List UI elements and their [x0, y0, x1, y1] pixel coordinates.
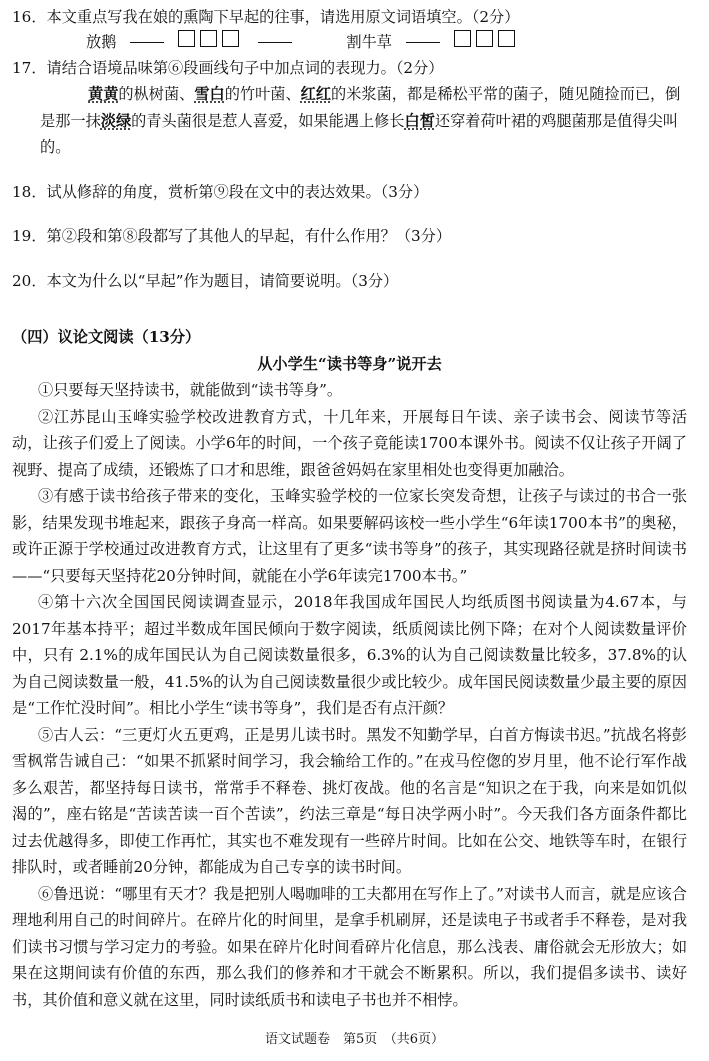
article-body — [12, 377, 687, 1013]
sentence-text: 的枞树菌、 — [118, 85, 195, 103]
paragraph-6: ⑥鲁迅说：“哪里有天才？我是把别人喝咖啡的工夫都用在写作上了。”对读书人而言，就是应该合理地利用自己的时间碎片。在碎片化的时间里，是拿手机刷屏，还是读电子书或者手不释卷，是对我们读书习惯与学习定力的考验。如果在碎片化时间看碎片化信息，那么浅表、庸俗就会无形放大；如果在这期间读有价值的东西，那么我们的修养和才干就会不断累积。所以，我们提倡多读书、读好书，其价值和意义就在这里，同时读纸质书和读电子书也并不相悖。 — [12, 884, 687, 1009]
question-17-sentence — [12, 81, 687, 161]
paragraph-4: ④第十六次全国国民阅读调查显示，2018年我国成年国民人均纸质图书阅读量为4.67本，与2017年基本持平；超过半数成年国民倾向于数字阅读，纸质阅读比例下降；在对个人阅读数量评价中，只有 2.1%的成年国民认为自己阅读数量很多，6.3%的认为自己阅读数量比较多，37.8%的认为自己阅读数量一般，41.5%的认为自己阅读数量很少或比较少。成年国民阅读数量少最主要的原因是“工作忙没时间”。相比小学生“读书等身”，我们是否有点汗颜？ — [12, 593, 687, 717]
paragraph-3: ③有感于读书给孩子带来的变化，玉峰实验学校的一位家长突发奇想，让孩子与读过的书合一张影，结果发现书堆起来，跟孩子身高一样高。如果要解码该校一些小学生“6年读1700本书”的奥秘，或许正源于学校通过改进教育方式，让这里有了更多“读书等身”的孩子，其实现路径就是挤时间读书——“只要每天坚持花20分钟时间，就能在小学6年读完1700本书。” — [12, 487, 687, 585]
fill-term-2: 割牛草 — [346, 33, 392, 52]
sentence-text: 的竹叶菌、 — [224, 85, 301, 103]
page-footer: 语文试题卷 第5页 （共6页） — [264, 1031, 445, 1047]
dotted-word: 黄黄 — [88, 85, 119, 103]
answer-boxes-1[interactable] — [178, 29, 244, 56]
dotted-word: 雪白 — [194, 85, 225, 103]
paragraph-2: ②江苏昆山玉峰实验学校改进教育方式，十几年来，开展每日午读、亲子读书会、阅读节等活动，让孩子们爱上了阅读。小学6年的时间，一个孩子竟能读1700本课外书。阅读不仅让孩子开阔了视野、提高了成绩，还锻炼了口才和思维，跟爸爸妈妈在家里相处也变得更加融洽。 — [12, 407, 687, 479]
question-18: 18．试从修辞的角度，赏析第⑨段在文中的表达效果。（3分） — [12, 182, 429, 201]
section-heading: （四）议论文阅读（13分） — [12, 328, 201, 346]
sentence-text: 还穿着荷叶裙的鸡腿菌那是值得尖叫的。 — [40, 111, 678, 156]
paragraph-1: ①只要每天坚持读书，就能做到“读书等身”。 — [38, 381, 343, 399]
question-20: 20．本文为什么以“早起”作为题目，请简要说明。（3分） — [12, 271, 399, 290]
dash — [258, 42, 292, 43]
fill-in-row — [12, 31, 687, 55]
paragraph-5: ⑤古人云：“三更灯火五更鸡，正是男儿读书时。黑发不知勤学早，白首方悔读书迟。”抗战名将彭雪枫常告诫自己：“如果不抓紧时间学习，我会输给工作的。”在戎马倥偬的岁月里，他不论行军作战多么艰苦，都坚持每日读书，常常手不释卷、挑灯夜战。他的名言是“知识之在于我，向来是如饥似渴的”，座右铭是“苦读苦读一百个苦读”，约法三章是“每日决学两小时”。今天我们各方面条件都比过去优越得多，即使工作再忙，其实也不难发现有一些碎片时间。比如在公交、地铁等车时，在银行排队时，或者睡前20分钟，都能成为自己专享的读书时间。 — [12, 725, 687, 876]
fill-term-1: 放鹅 — [86, 33, 117, 52]
question-17-stem: 17．请结合语境品味第⑥段画线句子中加点词的表现力。（2分） — [12, 58, 444, 77]
question-16-stem: 16．本文重点写我在娘的熏陶下早起的往事，请选用原文词语填空。（2分） — [12, 8, 520, 26]
question-17 — [12, 55, 687, 161]
dash — [130, 42, 164, 43]
dotted-word: 淡绿 — [100, 111, 132, 130]
sentence-text: 的青头菌很是惹人喜爱，如果能遇上修长 — [131, 111, 405, 130]
article-title: 从小学生“读书等身”说开去 — [257, 354, 442, 373]
question-19: 19．第②段和第⑧段都写了其他人的早起，有什么作用？（3分） — [12, 227, 452, 245]
dash — [406, 42, 440, 43]
answer-boxes-2[interactable] — [454, 29, 520, 56]
question-16 — [12, 4, 687, 55]
sentence-text: 的米浆菌，都是稀松平常的菌子，随见随捡而已，倒是那一抹 — [40, 85, 681, 130]
dotted-word: 白皙 — [404, 111, 435, 130]
dotted-word: 红红 — [300, 85, 331, 103]
